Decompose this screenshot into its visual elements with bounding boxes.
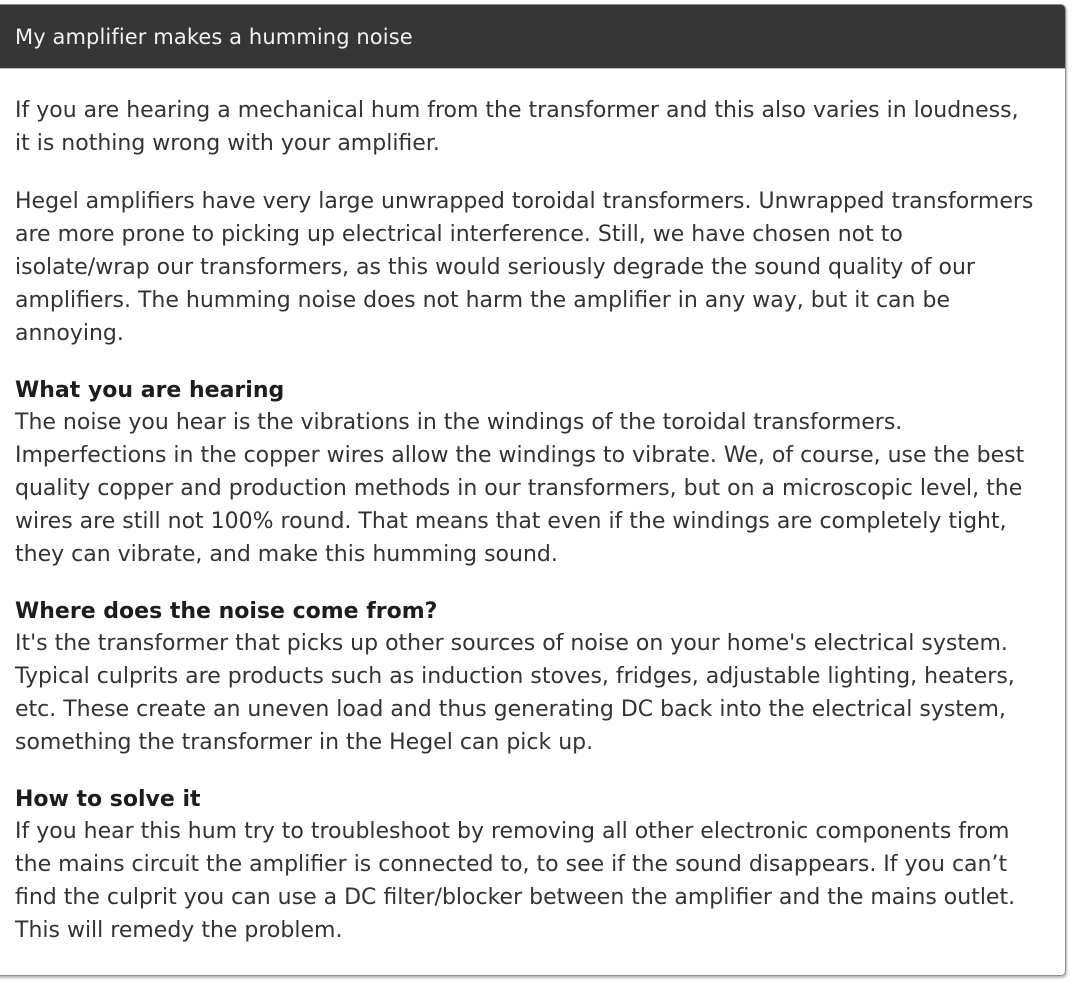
intro-paragraph: If you are hearing a mechanical hum from the transformer and this also varies in loudness, it is nothing wrong with your amplifier. <box>15 98 1019 156</box>
section-heading-where-does-the-noise-come-from: Where does the noise come from? <box>15 599 438 624</box>
section-heading-what-you-are-hearing: What you are hearing <box>15 378 285 403</box>
faq-title: My amplifier makes a humming noise <box>15 24 413 49</box>
section-body-what-you-are-hearing: The noise you hear is the vibrations in the windings of the toroidal transformers. Imperfections in the copper wires allow the windings to vibrate. We, of course, use the best quality copper and production methods in our transformers, but on a microscopic level, the wires are still not 100% round. That means that even if the windings are completely tight, they can vibrate, and make this humming sound. <box>15 410 1025 567</box>
intro-paragraph: Hegel amplifiers have very large unwrapped toroidal transformers. Unwrapped transformers are more prone to picking up electrical interference. Still, we have chosen not to isolate/wrap our transformers, as this would seriously degrade the sound quality of our amplifiers. The humming noise does not harm the amplifier in any way, but it can be annoying. <box>15 189 1034 346</box>
section-heading-how-to-solve-it: How to solve it <box>15 787 201 812</box>
faq-header-bar[interactable] <box>0 5 1065 69</box>
faq-body <box>0 94 1065 947</box>
section-body-where-does-the-noise-come-from: It's the transformer that picks up other sources of noise on your home's electrical system. Typical culprits are products such as induction stoves, fridges, adjustable lighting, heaters, etc. These create an uneven load and thus generating DC back into the electrical system, something the transformer in the Hegel can pick up. <box>15 631 1015 755</box>
faq-card <box>0 4 1066 976</box>
section-body-how-to-solve-it: If you hear this hum try to troubleshoot by removing all other electronic components from the mains circuit the amplifier is connected to, to see if the sound disappears. If you can’t find the culprit you can use a DC filter/blocker between the amplifier and the mains outlet. This will remedy the problem. <box>15 819 1016 943</box>
